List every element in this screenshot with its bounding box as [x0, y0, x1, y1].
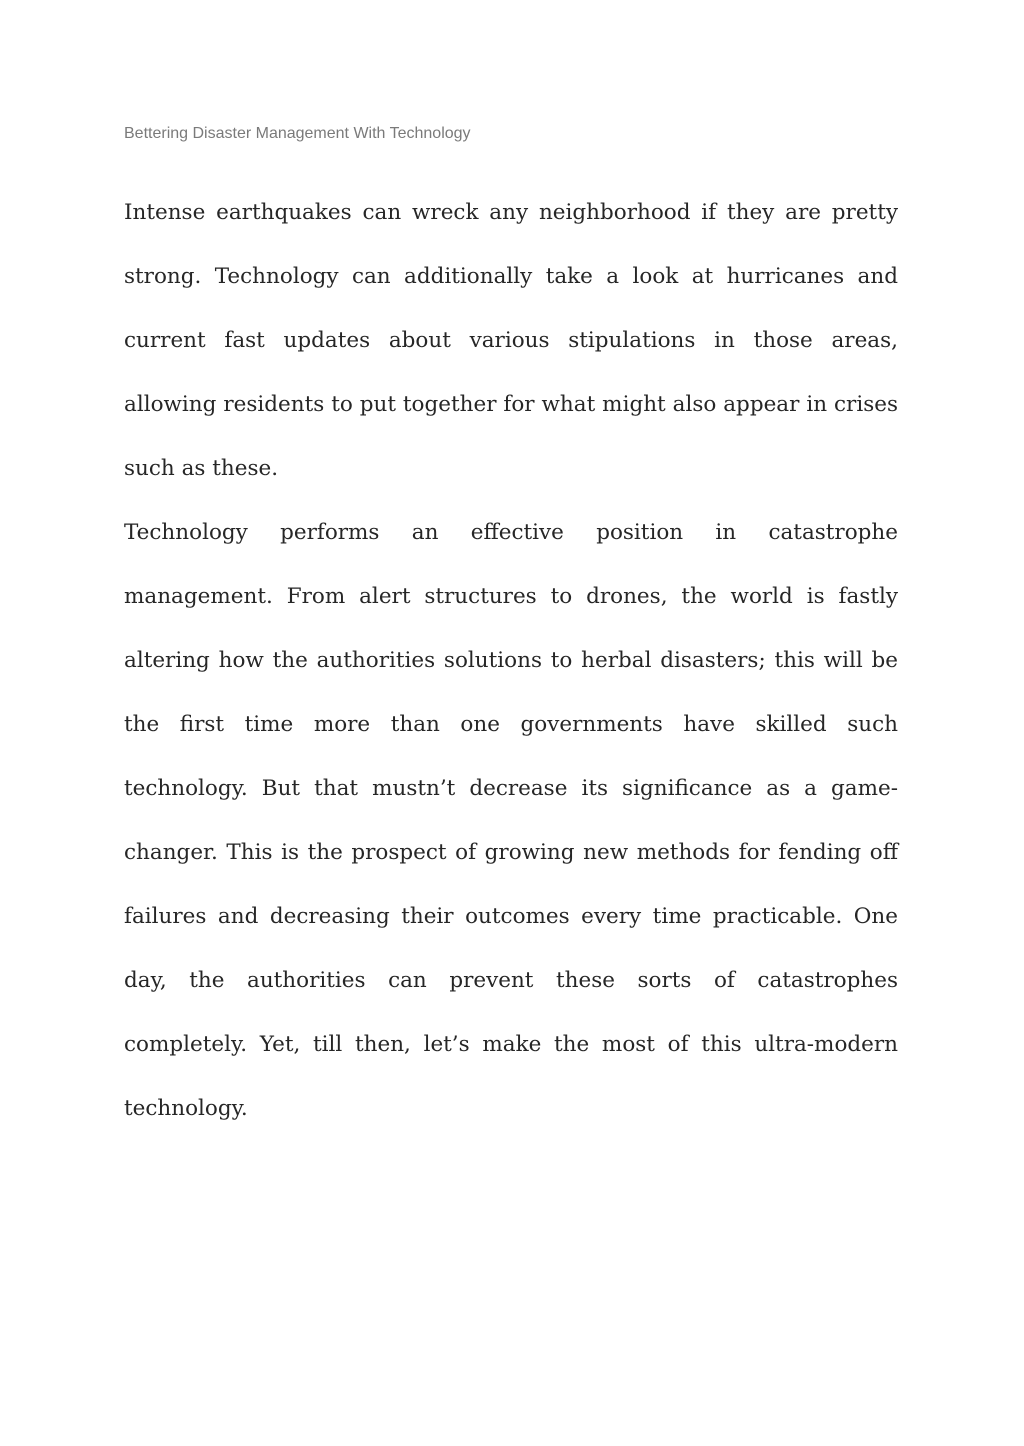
running-header: Bettering Disaster Management With Technology — [124, 125, 471, 142]
paragraph-2: Technology performs an effective position in catastrophe management. From alert structures to drones, the world is fastly altering how the authorities solutions to herbal disasters; this will be the first time more than one governments have skilled such technology. But that mustn’t decrease its significance as a game-changer. This is the prospect of growing new methods for fending off failures and decreasing their outcomes every time practicable. One day, the authorities can prevent these sorts of catastrophes completely. Yet, till then, let’s make the most of this ultra-modern technology. — [124, 520, 898, 1121]
paragraph-1: Intense earthquakes can wreck any neighborhood if they are pretty strong. Technology can additionally take a look at hurricanes and current fast updates about various stipulations in those areas, allowing residents to put together for what might also appear in crises such as these. — [124, 200, 898, 481]
body-text — [124, 181, 898, 1141]
